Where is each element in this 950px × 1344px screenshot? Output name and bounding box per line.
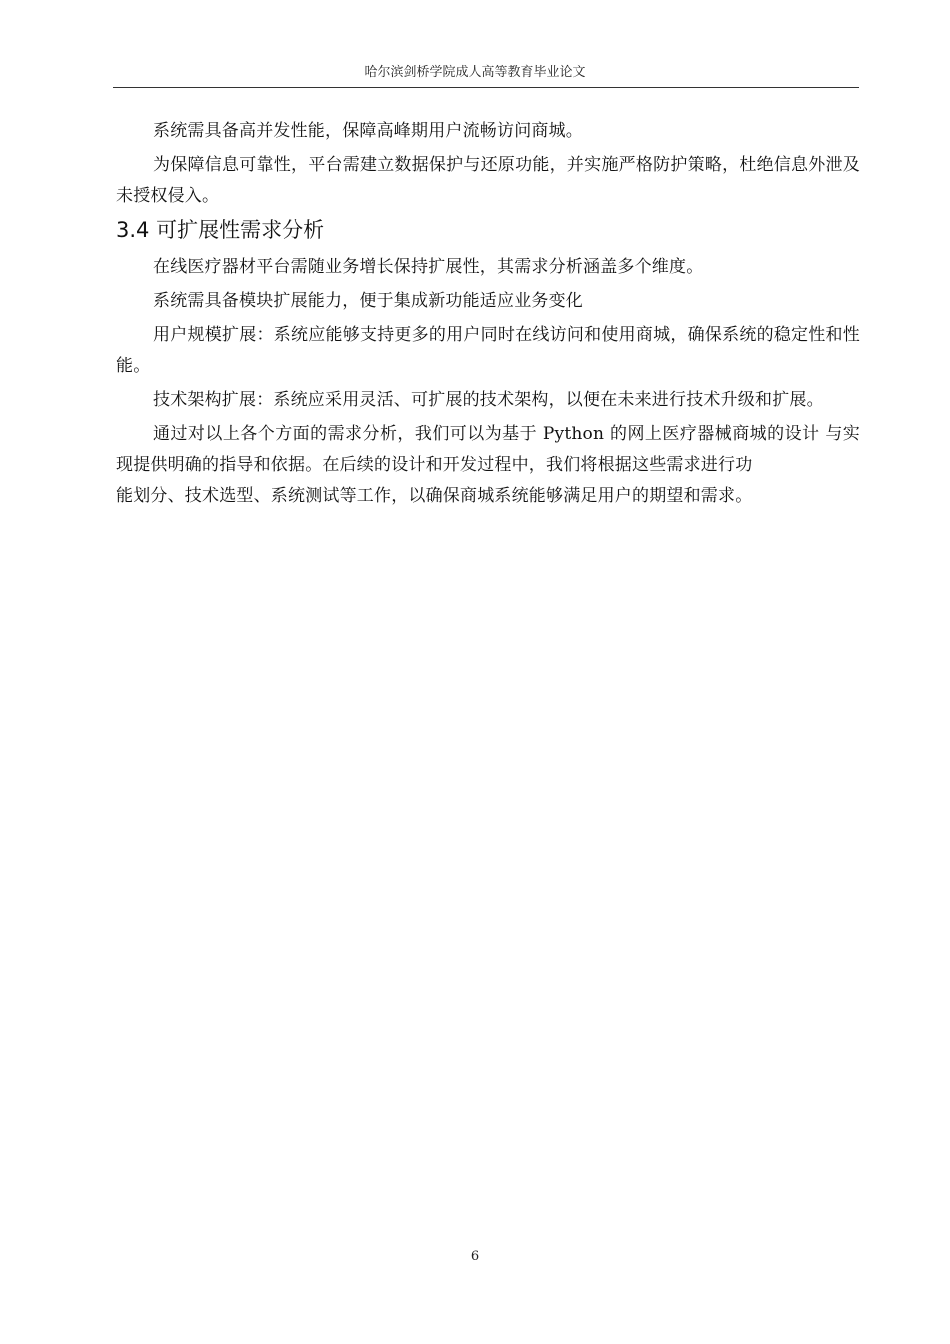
paragraph-scalability-intro: 在线医疗器材平台需随业务增长保持扩展性，其需求分析涵盖多个维度。 (153, 257, 704, 277)
header-divider (113, 87, 859, 88)
section-heading-scalability: 3.4 可扩展性需求分析 (116, 218, 325, 242)
paragraph-summary: 通过对以上各个方面的需求分析，我们可以为基于 Python 的网上医疗器械商城的设计 与实现提供明确的指导和依据。在后续的设计和开发过程中，我们将根据这些需求进行功 (116, 424, 860, 475)
paragraph-module-extension: 系统需具备模块扩展能力，便于集成新功能适应业务变化 (153, 291, 583, 311)
paragraph-user-scale: 用户规模扩展：系统应能够支持更多的用户同时在线访问和使用商城，确保系统的稳定性和性能。 (116, 325, 860, 376)
paragraph-summary-continued: 能划分、技术选型、系统测试等工作，以确保商城系统能够满足用户的期望和需求。 (116, 486, 753, 506)
page-number: 6 (470, 1249, 480, 1264)
paragraph-concurrency: 系统需具备高并发性能，保障高峰期用户流畅访问商城。 (153, 121, 583, 141)
paragraph-tech-architecture: 技术架构扩展：系统应采用灵活、可扩展的技术架构，以便在未来进行技术升级和扩展。 (153, 390, 824, 410)
paragraph-data-security: 为保障信息可靠性，平台需建立数据保护与还原功能，并实施严格防护策略，杜绝信息外泄及未授权侵入。 (116, 155, 860, 206)
page-body (116, 116, 860, 515)
running-header: 哈尔滨剑桥学院成人高等教育毕业论文 (364, 65, 586, 80)
